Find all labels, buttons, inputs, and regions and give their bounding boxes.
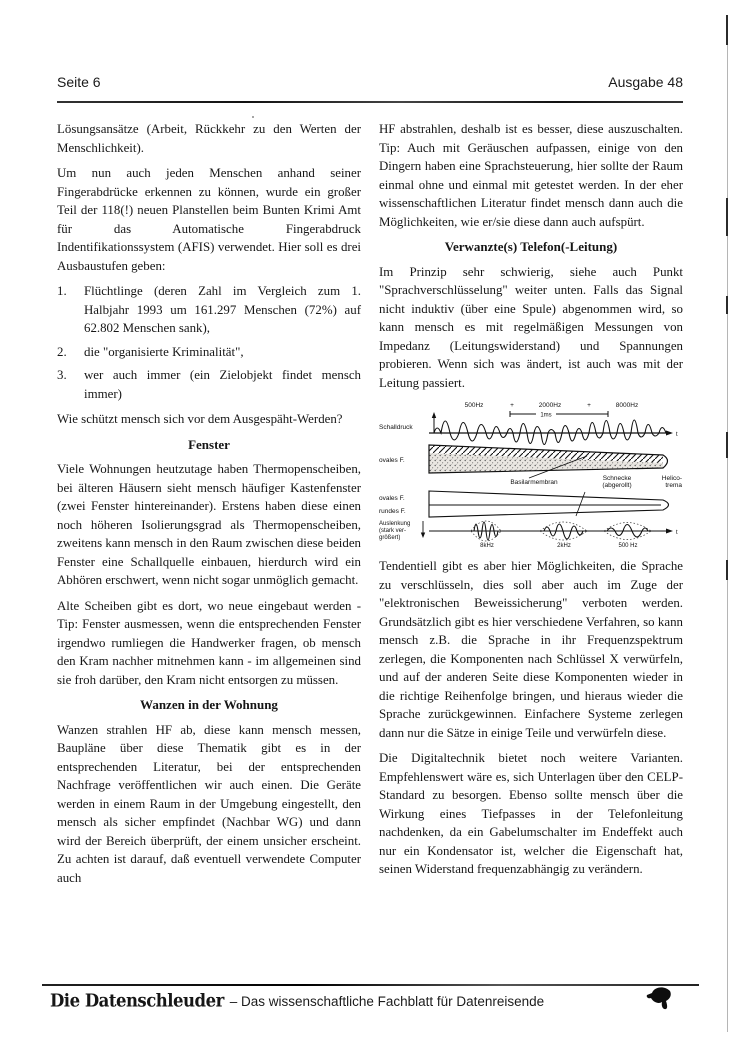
list-text: Flüchtlinge (deren Zahl im Vergleich zum 1. Halbjahr 1993 um 161.297 Menschen (72%) auf 62.802 Menschen sank), xyxy=(84,284,361,335)
scan-speck xyxy=(252,116,254,118)
footer-tagline: – Das wissenschaftliche Fachblatt für Datenreisende xyxy=(229,994,545,1009)
figure-label: t xyxy=(676,432,678,438)
right-column xyxy=(379,120,683,980)
figure-label: 2000Hz xyxy=(538,402,562,409)
figure-label: Schnecke xyxy=(602,475,632,482)
figure-label: 500Hz xyxy=(464,402,484,409)
scan-edge-mark xyxy=(726,296,728,314)
paragraph: Viele Wohnungen heutzutage haben Thermopenscheiben, bei älteren Häusern sieht mensch häufiger Kastenfenster (zwei Fenster hintereinander). Erstens haben diese einen noch höheren Isolierungsgrad als Thermopenscheiben, zweitens kann mensch in den Raum zwischen diese beiden Fenster eine Schallquelle einbauen, hierdurch wird ein Abhören erschwert, wenn nicht sogar unmöglich gemacht. xyxy=(57,462,361,587)
left-column xyxy=(57,120,361,980)
footer-rule xyxy=(42,984,699,986)
cochlea-side-view xyxy=(379,491,669,517)
scan-edge-mark xyxy=(726,198,728,236)
figure-label: (stark ver- xyxy=(379,528,406,534)
scan-edge-mark xyxy=(726,560,728,580)
list-text: wer auch immer (ein Zielobjekt findet mensch immer) xyxy=(84,368,361,401)
page-number: Seite 6 xyxy=(57,74,101,90)
figure-label: 500 Hz xyxy=(618,543,638,549)
page-footer xyxy=(50,991,699,1010)
paragraph: HF abstrahlen, deshalb ist es besser, diese auszuschalten. Tip: Auch mit Geräuschen aufpassen, einige von den Dingern haben eine Sprachsteuerung, hier sollte der Raum einmal ohne und einmal mit getestet werden. In der eher wissenschaftlichen Literatur findet mensch dann auch die Möglichkeiten, wie er/sie diese dann auch aufspürt. xyxy=(379,122,683,229)
list-item xyxy=(57,366,361,403)
footer-logo-icon xyxy=(646,985,672,1013)
figure-label: Schalldruck xyxy=(379,424,413,431)
paragraph: Lösungsansätze (Arbeit, Rückkehr zu den Werten der Menschlichkeit). xyxy=(57,122,361,155)
footer-brand: Die Datenschleuder xyxy=(50,990,224,1011)
figure-label: 8000Hz xyxy=(615,402,639,409)
paragraph: Wie schützt mensch sich vor dem Ausgespäht-Werden? xyxy=(57,412,343,426)
sound-pressure-waveform xyxy=(379,402,678,445)
list-number: 2. xyxy=(57,344,67,359)
figure-label: Auslenkung xyxy=(379,521,411,527)
list-text: die "organisierte Kriminalität", xyxy=(84,344,244,359)
figure-label: 2kHz xyxy=(557,543,571,549)
section-heading-fenster: Fenster xyxy=(188,436,230,452)
figure-label: + xyxy=(587,402,591,409)
unrolled-cochlea-wedge xyxy=(379,445,682,489)
scan-edge-mark xyxy=(726,15,728,45)
text-columns xyxy=(57,120,683,980)
figure-label: Helico- xyxy=(661,475,682,482)
scan-edge-line xyxy=(727,28,728,1032)
issue-number: Ausgabe 48 xyxy=(608,74,683,90)
list-item xyxy=(57,343,361,362)
scan-edge-mark xyxy=(726,432,728,458)
header-rule xyxy=(57,101,683,103)
figure-label: größert) xyxy=(379,535,401,541)
figure-label: 8kHz xyxy=(480,543,494,549)
section-heading-telefon: Verwanzte(s) Telefon(-Leitung) xyxy=(444,239,618,254)
figure-label: ovales F. xyxy=(379,457,405,464)
figure-label: 1ms xyxy=(540,412,552,419)
figure-label: (abgerollt) xyxy=(602,482,632,489)
paragraph: Um nun auch jeden Menschen anhand seiner Fingerabdrücke erkennen zu können, wurde ein großer Teil der 118(!) neuen Planstellen beim Bunten Krimi Amt für das Automatische Fingerabdruck Indentifikationssystem (AFIS) verwendet. Hier soll es drei Ausbaustufen geben: xyxy=(57,166,361,273)
figure-label: + xyxy=(510,402,514,409)
figure-label: trema xyxy=(665,482,682,489)
page-header xyxy=(57,74,683,90)
paragraph: Wanzen strahlen HF ab, diese kann mensch messen, Baupläne über diese Thematik gibt es in der entsprechenden Literatur, bei der entsprechenden Nachfrage veröffentlichen wir auch einen. Die Geräte werden in einem Raum in der Umgebung eingestellt, den mensch als sicher empfindet (Nachbar WG) und dann wird der Bereich überprüft, der einem unsicher erscheint. Zu achten ist darauf, daß eventuell verwendete Computer auch xyxy=(57,722,361,885)
cochlea-figure xyxy=(379,399,683,549)
paragraph: Im Prinzip sehr schwierig, siehe auch Punkt "Sprachverschlüsselung" weiter unten. Falls das Signal nicht induktiv (über eine Spule) abgenommen wird, so kann mensch es mit regelmäßigen Messungen von Impedanz (Leitungswiderstand) und Spannungen probieren. Wenn sich was ändert, ist auch was mit der Leitung passiert. xyxy=(379,264,683,390)
membrane-deflection-plot xyxy=(379,521,678,549)
list-number: 3. xyxy=(57,368,67,382)
paragraph: Alte Scheiben gibt es dort, wo neue eingebaut werden - Tip: Fenster ausmessen, wenn die entsprechenden Fenster irgendwo rumliegen die Handwerker fragen, ob mensch den Kram nachher mitnehmen kann - im allgemeinen sind sie froh darüber, den Kram nicht entsorgen zu müssen. xyxy=(57,598,361,687)
figure-label: t xyxy=(676,530,678,536)
figure-label: rundes F. xyxy=(379,508,406,515)
figure-label: ovales F. xyxy=(379,495,405,502)
list-number: 1. xyxy=(57,284,67,298)
list-item xyxy=(57,282,361,338)
paragraph: Tendentiell gibt es aber hier Möglichkeiten, die Sprache zu verschlüsseln, dies soll aber auch im Zuge der "elektronischen Beweissicherung" verboten werden. Grundsätzlich gibt es hier verschiedene Verfahren, so kann mensch z.B. die Sprache in ihr Frequenzspektrum zerlegen, die Komponenten nach Schlüssel X verwürfeln, und auf der anderen Seite diese Komponenten wieder in die richtige Reihenfolge bringen, und hieraus wieder die Sprache zurückgewinnen. Einfachere Systeme zerlegen dann nur die Sätze in einige Teile und verwürfeln diese. xyxy=(379,559,683,740)
section-heading-wanzen: Wanzen in der Wohnung xyxy=(140,697,278,712)
paragraph: Die Digitaltechnik bietet noch weitere Varianten. Empfehlenswert wäre es, sich Unterlagen über den CELP-Standard zu besorgen. Ebenso sollte mensch über die Wirkung eines Tiefpasses in der Telefonleitung nachdenken, da ein Gabelumschalter im Endeffekt auch nur ein Kondensator ist, welcher die Eigenschaft hat, seinen Widerstand frequenzabhängig zu verändern. xyxy=(379,751,683,876)
numbered-list xyxy=(57,282,361,403)
figure-label: Basilarmembran xyxy=(510,479,558,486)
